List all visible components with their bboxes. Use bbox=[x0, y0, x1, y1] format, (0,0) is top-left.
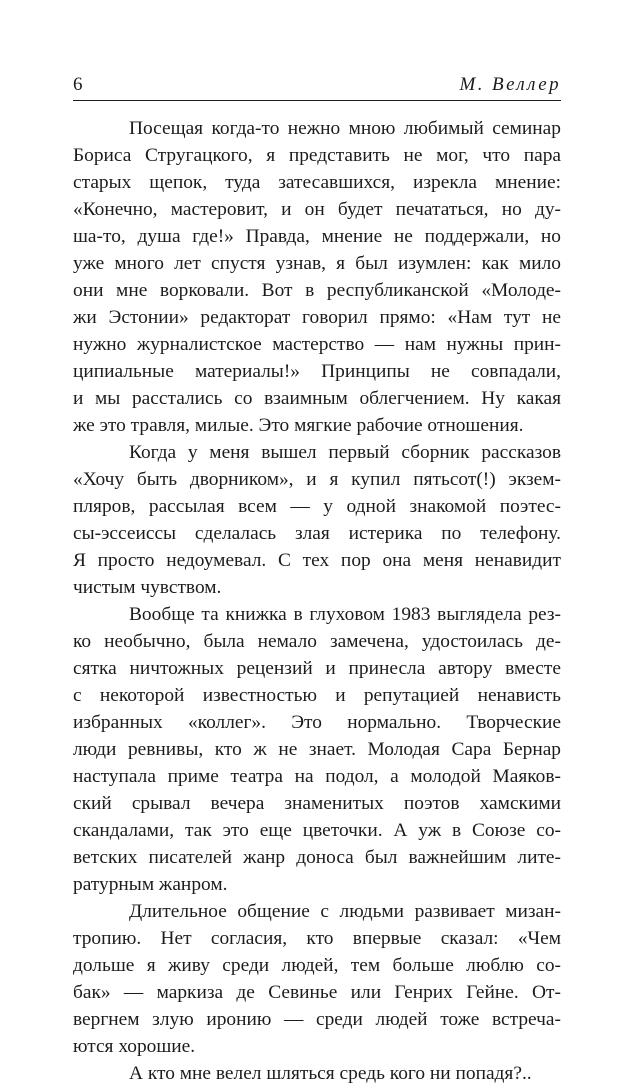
text-line: уже много лет спустя узнав, я был изумлен: как мило bbox=[73, 253, 561, 274]
text-line: люди ревнивы, кто ж не знает. Молодая Сара Бернар bbox=[73, 739, 561, 760]
text-line: избранных «коллег». Это нормально. Творческие bbox=[73, 712, 561, 733]
text-line: Длительное общение с людьми развивает мизан- bbox=[129, 901, 561, 922]
text-line: Посещая когда-то нежно мною любимый семинар bbox=[129, 118, 561, 139]
text-line: ются хорошие. bbox=[73, 1036, 196, 1057]
text-line: скандалами, так это еще цветочки. А уж в Союзе со- bbox=[73, 820, 561, 841]
text-line: ский срывал вечера знаменитых поэтов хамскими bbox=[73, 793, 561, 814]
page-number: 6 bbox=[73, 74, 83, 95]
text-line: же это травля, милые. Это мягкие рабочие отношения. bbox=[73, 415, 524, 436]
text-line: ратурным жанром. bbox=[73, 874, 228, 895]
text-line: нужно журналистское мастерство — нам нужны прин- bbox=[73, 334, 561, 355]
text-line: Бориса Стругацкого, я представить не мог, что пара bbox=[73, 145, 561, 166]
text-line: «Конечно, мастеровит, и он будет печататься, но ду- bbox=[73, 199, 561, 220]
text-line: с некоторой известностью и репутацией ненависть bbox=[73, 685, 561, 706]
text-line: сы-эссеисcы сделалась злая истерика по телефону. bbox=[73, 523, 561, 544]
text-line: Когда у меня вышел первый сборник рассказов bbox=[129, 442, 561, 463]
text-line: дольше я живу среди людей, тем больше люблю со- bbox=[73, 955, 561, 976]
body-text bbox=[73, 115, 561, 1087]
text-line: бак» — маркиза де Севинье или Генрих Гейне. От- bbox=[73, 982, 561, 1003]
running-title: М. Веллер bbox=[459, 74, 561, 95]
text-line: чистым чувством. bbox=[73, 577, 222, 598]
text-line: сятка ничтожных рецензий и принесла автору вместе bbox=[73, 658, 561, 679]
text-line: и мы расстались со взаимным облегчением. Ну какая bbox=[73, 388, 561, 409]
text-line: они мне ворковали. Вот в республиканской «Молоде- bbox=[73, 280, 561, 301]
text-line: Вообще та книжка в глуховом 1983 выглядела рез- bbox=[129, 604, 561, 625]
text-line: пляров, рассылая всем — у одной знакомой поэтес- bbox=[73, 496, 561, 517]
text-line: А кто мне велел шляться средь кого ни попадя?.. bbox=[129, 1063, 532, 1084]
text-line: ша-то, душа где!» Правда, мнение не поддержали, но bbox=[73, 226, 561, 247]
text-line: вергнем злую иронию — среди людей тоже встреча- bbox=[73, 1009, 561, 1030]
text-line: наступала приме театра на подол, а молодой Маяков- bbox=[73, 766, 561, 787]
text-line: ветских писателей жанр доноса был важнейшим лите- bbox=[73, 847, 561, 868]
text-line: ципиальные материалы!» Принципы не совпадали, bbox=[73, 361, 561, 382]
text-line: старых щепок, туда затесавшихся, изрекла мнение: bbox=[73, 172, 561, 193]
text-line: жи Эстонии» редакторат говорил прямо: «Нам тут не bbox=[73, 307, 561, 328]
text-line: ко необычно, была немало замечена, удостоилась де- bbox=[73, 631, 561, 652]
page-header bbox=[73, 74, 561, 101]
text-line: Я просто недоумевал. С тех пор она меня ненавидит bbox=[73, 550, 561, 571]
text-line: «Хочу быть дворником», и я купил пятьсот(!) экзем- bbox=[73, 469, 561, 490]
text-line: тропию. Нет согласия, кто впервые сказал: «Чем bbox=[73, 928, 561, 949]
